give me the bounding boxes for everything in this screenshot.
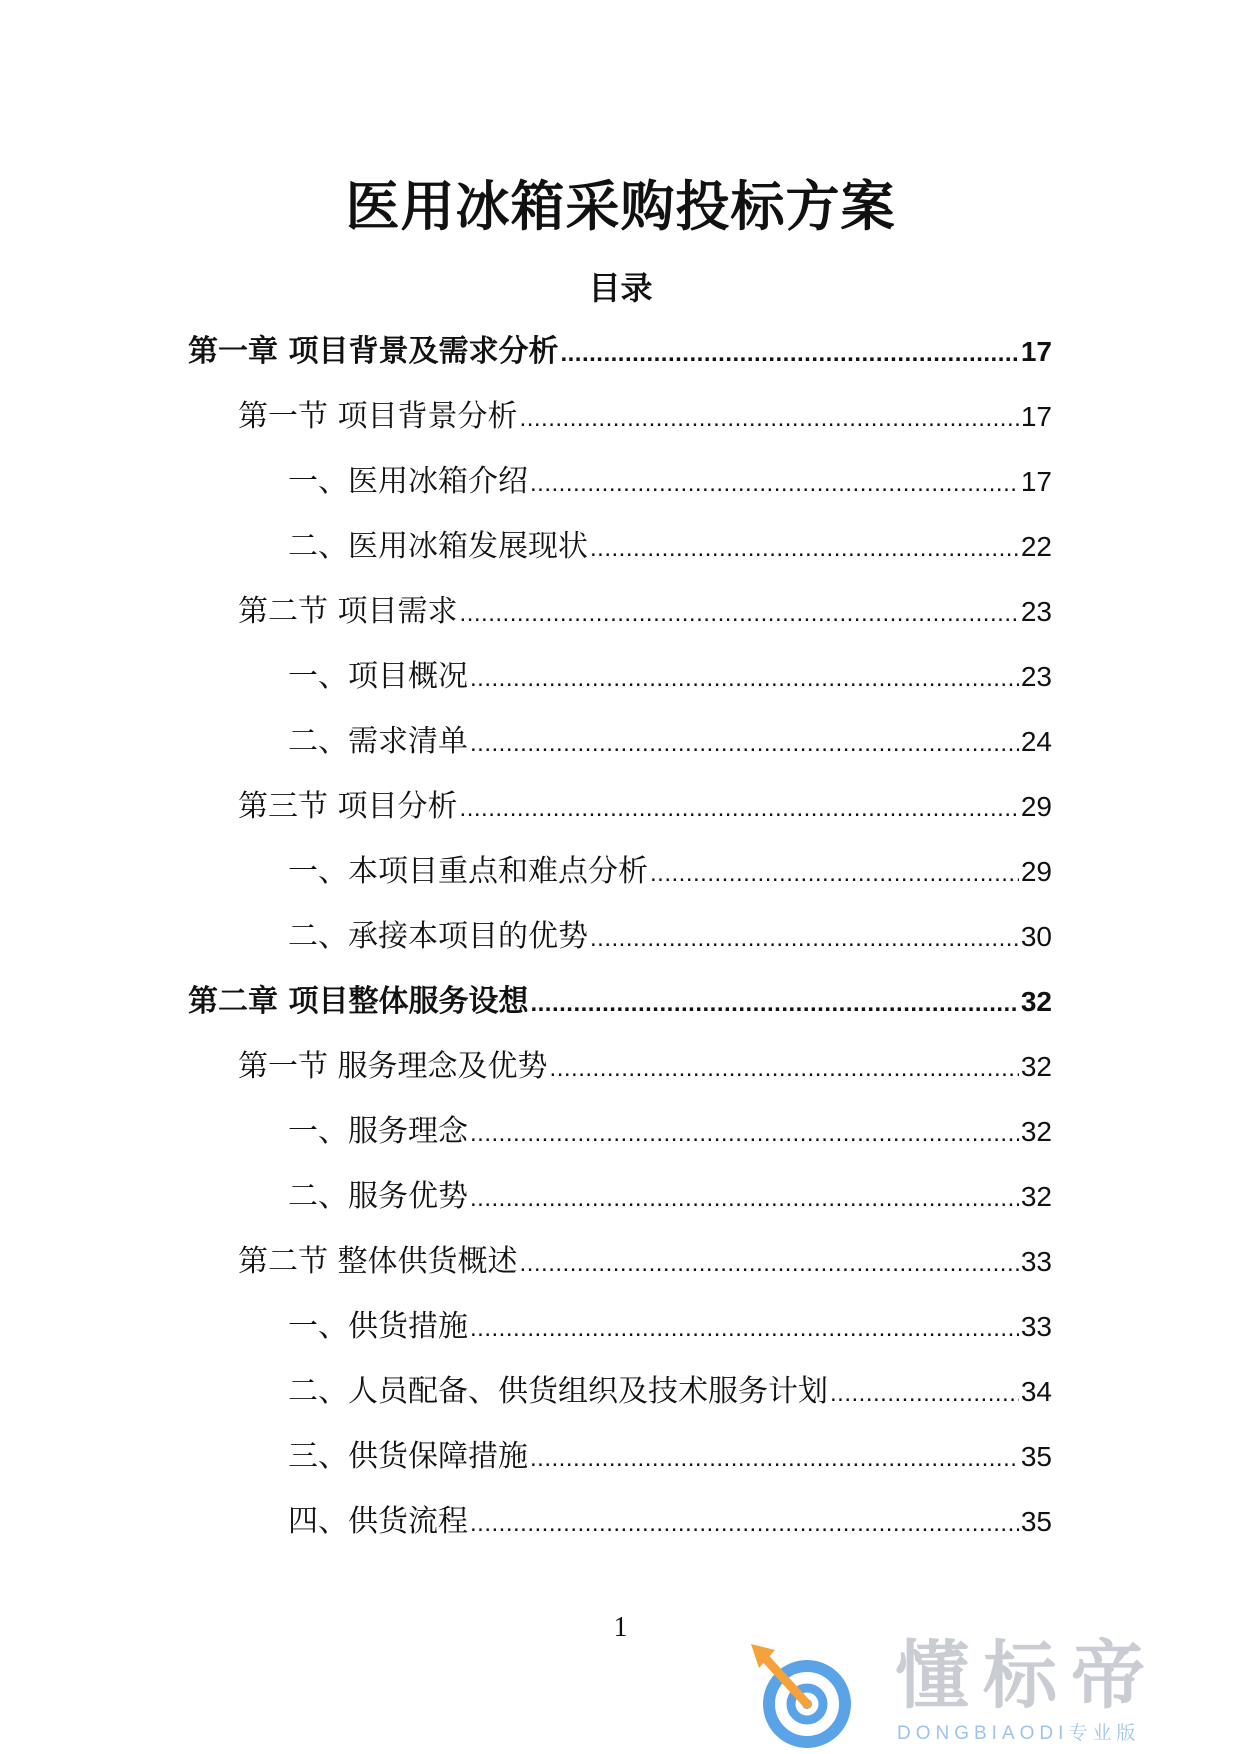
toc-entry-label: 第二节 项目需求: [238, 594, 458, 629]
watermark: [745, 1630, 1215, 1750]
toc-entry[interactable]: [188, 590, 1052, 655]
toc-entry-page: 32: [1020, 1181, 1052, 1212]
toc-entry-label: 第一章 项目背景及需求分析: [188, 334, 559, 369]
toc-entry-label: 一、医用冰箱介绍: [288, 464, 528, 499]
toc-entry[interactable]: [188, 915, 1052, 980]
toc-heading: 目录: [588, 269, 653, 307]
toc-entry[interactable]: [188, 525, 1052, 590]
toc-entry[interactable]: [188, 1305, 1052, 1370]
toc-dot-leader: [530, 982, 1018, 1026]
toc-entry-page: 34: [1020, 1376, 1052, 1407]
toc-entry[interactable]: [188, 1175, 1052, 1240]
toc-entry-label: 一、供货措施: [288, 1309, 468, 1344]
toc-dot-leader: [590, 527, 1019, 571]
toc-dot-leader: [550, 1047, 1019, 1091]
toc-dot-leader: [470, 657, 1019, 701]
toc-dot-leader: [460, 592, 1019, 636]
toc-entry-page: 30: [1020, 921, 1052, 952]
toc-dot-leader: [470, 722, 1019, 766]
toc-entry-label: 第二节 整体供货概述: [238, 1244, 518, 1279]
toc-dot-leader: [530, 462, 1019, 506]
toc-entry-label: 第一节 服务理念及优势: [238, 1049, 548, 1084]
toc-entry-label: 二、医用冰箱发展现状: [288, 529, 588, 564]
toc-entry-label: 第一节 项目背景分析: [238, 399, 518, 434]
page-number: 1: [613, 1612, 628, 1643]
toc-entry-page: 17: [1020, 401, 1052, 432]
toc-entry-page: 23: [1020, 661, 1052, 692]
toc-entry-page: 32: [1020, 1116, 1052, 1147]
toc-dot-leader: [560, 332, 1018, 376]
toc-entry[interactable]: [188, 395, 1052, 460]
toc-dot-leader: [520, 1242, 1019, 1286]
toc-entry[interactable]: [188, 1240, 1052, 1305]
target-arrow-icon: [745, 1630, 875, 1750]
toc-entry-page: 22: [1020, 531, 1052, 562]
toc-entry[interactable]: [188, 460, 1052, 525]
toc-entry-label: 三、供货保障措施: [288, 1439, 528, 1474]
toc-dot-leader: [470, 1307, 1019, 1351]
toc-entry-page: 29: [1020, 856, 1052, 887]
toc-entry-page: 17: [1020, 466, 1052, 497]
toc-entry-page: 35: [1020, 1441, 1052, 1472]
toc-entry-label: 第三节 项目分析: [238, 789, 458, 824]
toc-entry-page: 33: [1020, 1311, 1052, 1342]
document-title: 医用冰箱采购投标方案: [345, 175, 896, 238]
toc-dot-leader: [590, 917, 1019, 961]
toc-entry-page: 24: [1020, 726, 1052, 757]
toc-dot-leader: [520, 397, 1019, 441]
toc-entry[interactable]: [188, 850, 1052, 915]
toc-entry[interactable]: [188, 1370, 1052, 1435]
toc-entry-label: 二、人员配备、供货组织及技术服务计划: [288, 1374, 828, 1409]
toc-entry[interactable]: [188, 1435, 1052, 1500]
toc-entry-label: 一、本项目重点和难点分析: [288, 854, 648, 889]
toc-dot-leader: [470, 1112, 1019, 1156]
toc-dot-leader: [830, 1372, 1019, 1416]
toc-entry[interactable]: [188, 720, 1052, 785]
toc-entry[interactable]: [188, 1045, 1052, 1110]
toc-entry-page: 32: [1020, 986, 1052, 1017]
watermark-brand: 懂标帝: [895, 1633, 1159, 1719]
toc-dot-leader: [460, 787, 1019, 831]
toc-dot-leader: [530, 1437, 1019, 1481]
toc-entry-label: 第二章 项目整体服务设想: [188, 984, 529, 1019]
toc-entry[interactable]: [188, 655, 1052, 720]
toc-entry-page: 33: [1020, 1246, 1052, 1277]
toc-entry-label: 二、需求清单: [288, 724, 468, 759]
toc-entry[interactable]: [188, 980, 1052, 1045]
toc-entry-page: 29: [1020, 791, 1052, 822]
toc-entry-label: 四、供货流程: [288, 1504, 468, 1539]
toc-dot-leader: [470, 1502, 1019, 1546]
toc-entry-page: 17: [1020, 336, 1052, 367]
toc-entry-page: 32: [1020, 1051, 1052, 1082]
toc-dot-leader: [470, 1177, 1019, 1221]
toc-entry-label: 一、项目概况: [288, 659, 468, 694]
watermark-subtitle: DONGBIAODI专业版: [897, 1723, 1141, 1744]
toc-entry[interactable]: [188, 785, 1052, 850]
toc-dot-leader: [650, 852, 1019, 896]
toc-entry-page: 35: [1020, 1506, 1052, 1537]
toc-entry-label: 二、承接本项目的优势: [288, 919, 588, 954]
toc-entry[interactable]: [188, 330, 1052, 395]
toc-entry-page: 23: [1020, 596, 1052, 627]
toc-entry-label: 二、服务优势: [288, 1179, 468, 1214]
toc-entry-label: 一、服务理念: [288, 1114, 468, 1149]
toc-entry[interactable]: [188, 1500, 1052, 1565]
table-of-contents: [188, 330, 1052, 1565]
toc-entry[interactable]: [188, 1110, 1052, 1175]
